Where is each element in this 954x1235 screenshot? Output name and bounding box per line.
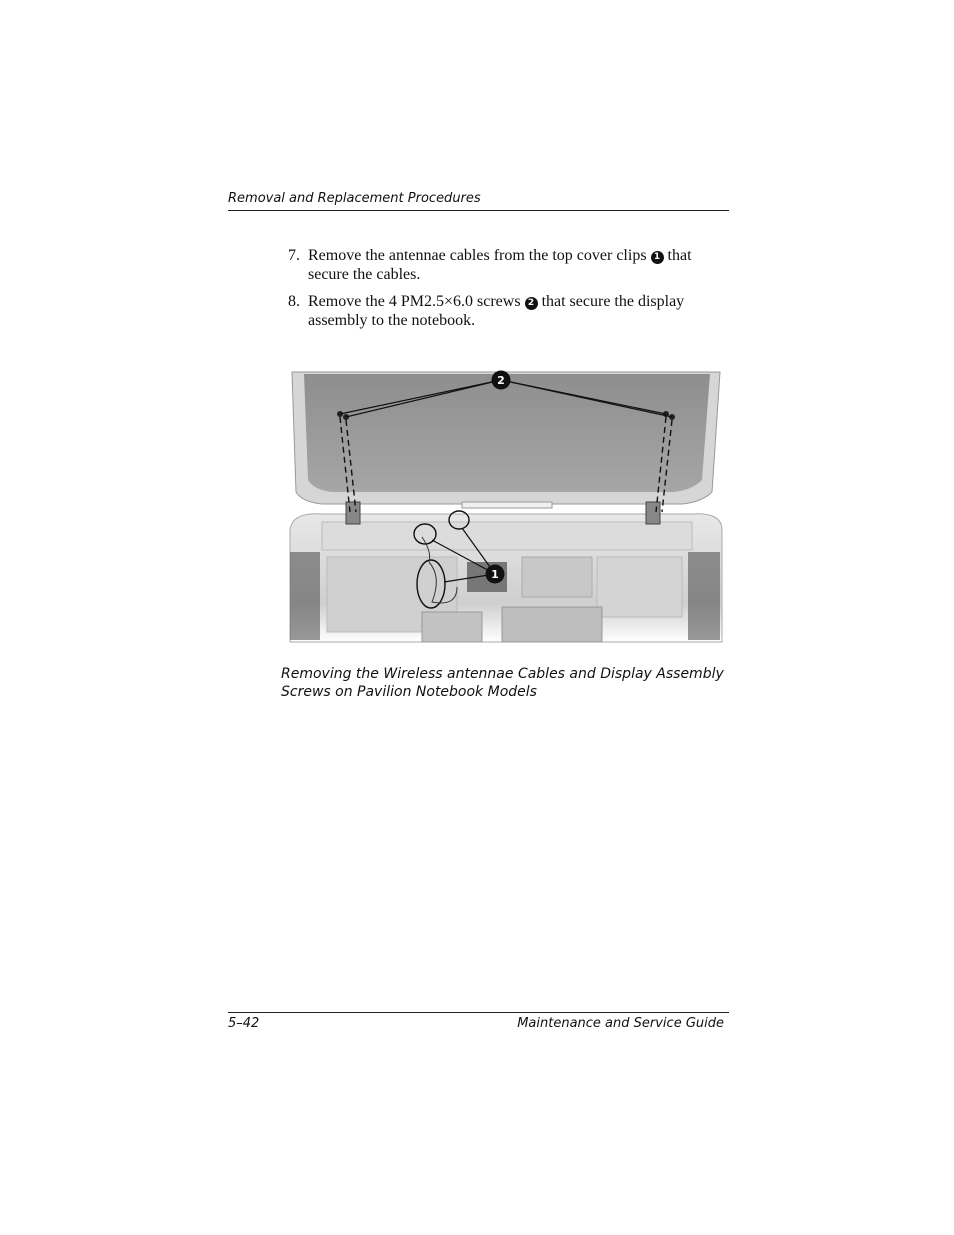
- guide-title: Maintenance and Service Guide: [517, 1016, 724, 1031]
- notebook-illustration: [282, 362, 728, 647]
- callout-1-label: 1: [491, 568, 499, 581]
- figure-caption: [281, 665, 731, 701]
- procedure-steps: [288, 246, 728, 338]
- running-footer: [228, 1012, 729, 1031]
- callout-2-label: 2: [497, 374, 505, 387]
- step-number: 7.: [288, 247, 300, 264]
- running-header: [228, 191, 729, 211]
- step-text: Remove the antennae cables from the top cover clips 1 that secure the cables.: [308, 247, 692, 283]
- step-8: [288, 292, 728, 330]
- caption-line-2: Screws on Pavilion Notebook Models: [281, 684, 537, 700]
- callout-2-icon: 2: [525, 297, 538, 310]
- step-number: 8.: [288, 293, 300, 310]
- notebook-figure: [282, 362, 728, 647]
- step-7: [288, 246, 728, 284]
- page-number: 5–42: [228, 1016, 260, 1031]
- step-text: Remove the 4 PM2.5×6.0 screws 2 that secure the display assembly to the notebook.: [308, 293, 685, 329]
- caption-line-1: Removing the Wireless antennae Cables and Display Assembly: [281, 666, 724, 682]
- section-title: Removal and Replacement Procedures: [228, 191, 481, 206]
- callout-1-icon: 1: [651, 251, 664, 264]
